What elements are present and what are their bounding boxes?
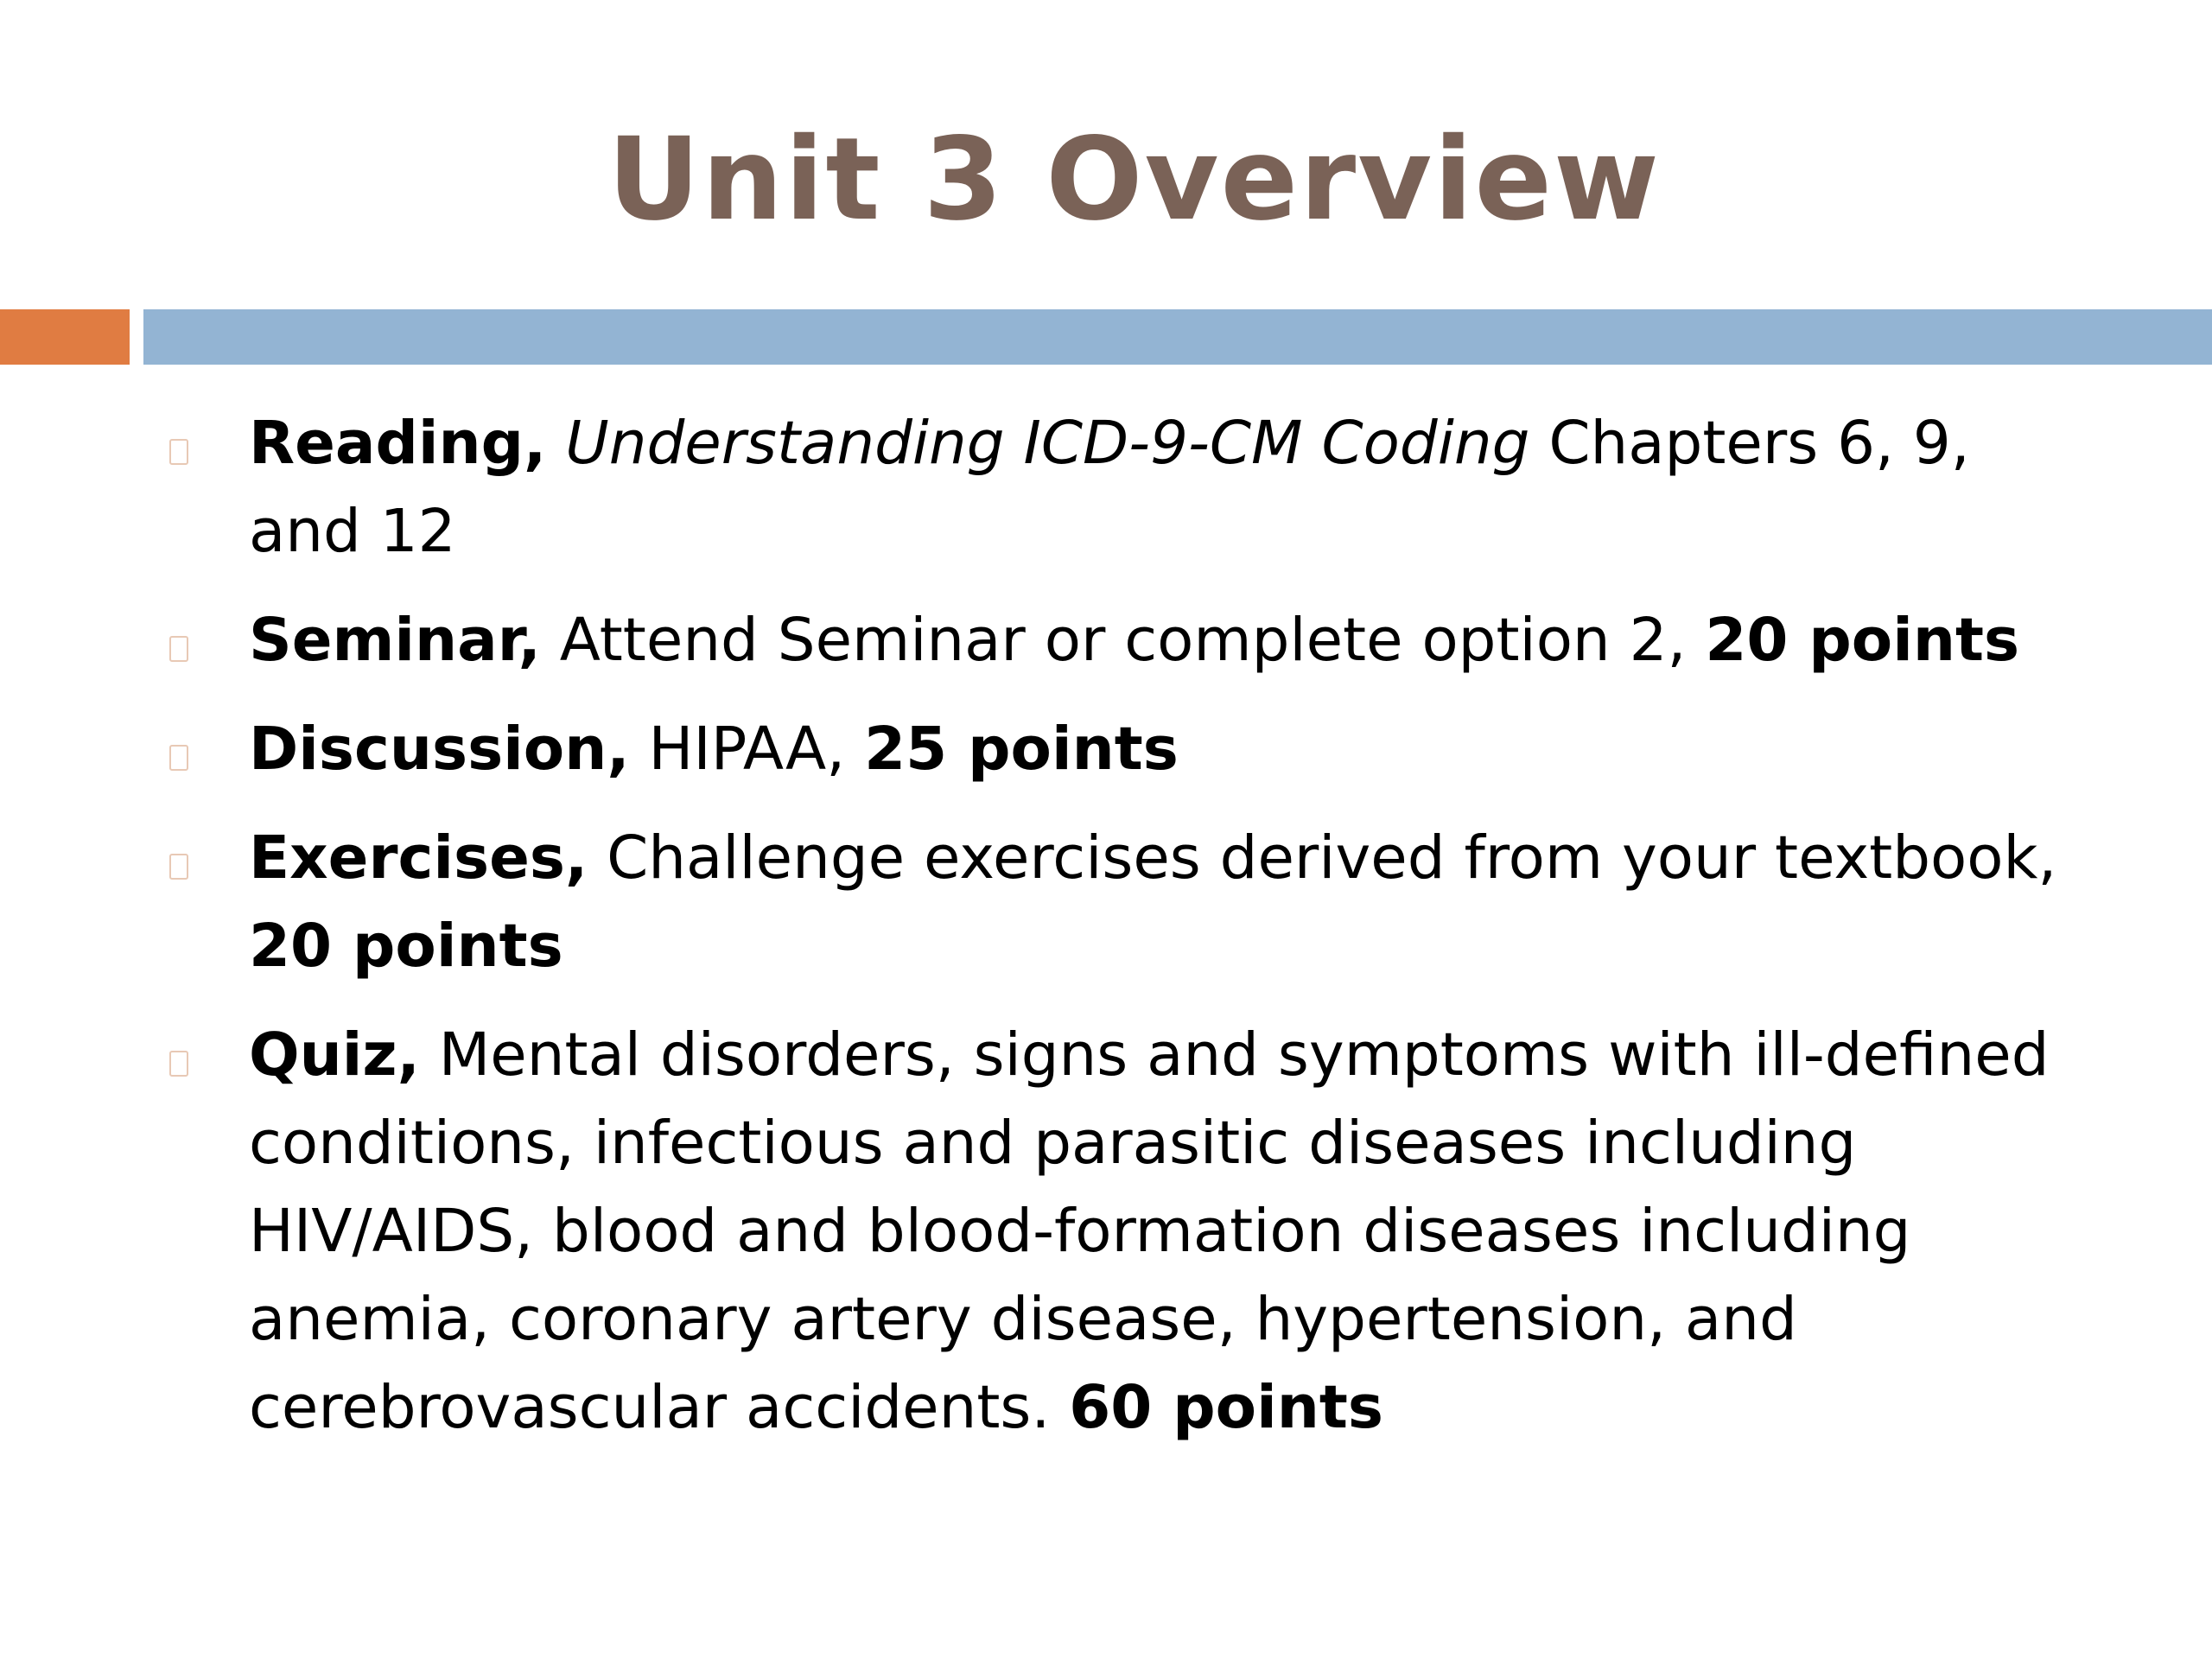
bullet-discussion xyxy=(0,705,2212,793)
bullet-marker-icon xyxy=(169,854,188,880)
bullet-text: Challenge exercises derived from your textbook, xyxy=(607,823,2057,893)
bullet-label: Reading, xyxy=(249,409,547,478)
bullet-label: Exercises, xyxy=(249,823,588,893)
bullet-points: 60 points xyxy=(1069,1373,1383,1442)
bullet-marker-icon xyxy=(169,636,188,662)
bullet-label: Quiz, xyxy=(249,1020,420,1090)
bullet-list xyxy=(0,399,2212,1472)
bullet-label: Discussion, xyxy=(249,715,630,784)
bullet-text: Attend Seminar or complete option 2, xyxy=(559,606,1687,675)
bullet-seminar xyxy=(0,596,2212,684)
slide-title: Unit 3 Overview xyxy=(607,113,1661,246)
bullet-exercises xyxy=(0,814,2212,990)
bullet-marker-icon xyxy=(169,745,188,771)
bullet-quiz xyxy=(0,1011,2212,1452)
bullet-marker-icon xyxy=(169,439,188,465)
bullet-points: 20 points xyxy=(249,912,563,981)
book-title: Understanding ICD-9-CM Coding xyxy=(565,409,1530,478)
bullet-text: Mental disorders, signs and symptoms with ill-defined conditions, infectious and parasitic diseases including HIV/AIDS, blood and blood-formation diseases including anemia, coronary artery disease, hypertension, and cerebrovascular accidents. xyxy=(249,1020,2050,1442)
bullet-reading xyxy=(0,399,2212,575)
bullet-text: Chapters 6, 9, and 12 xyxy=(249,409,1970,566)
bullet-text: HIPAA, xyxy=(648,715,846,784)
bullet-marker-icon xyxy=(169,1051,188,1077)
title-rule-accent xyxy=(0,309,130,365)
bullet-points: 20 points xyxy=(1705,606,2020,675)
title-rule-bar xyxy=(143,309,2212,365)
bullet-label: Seminar, xyxy=(249,606,541,675)
bullet-points: 25 points xyxy=(864,715,1179,784)
